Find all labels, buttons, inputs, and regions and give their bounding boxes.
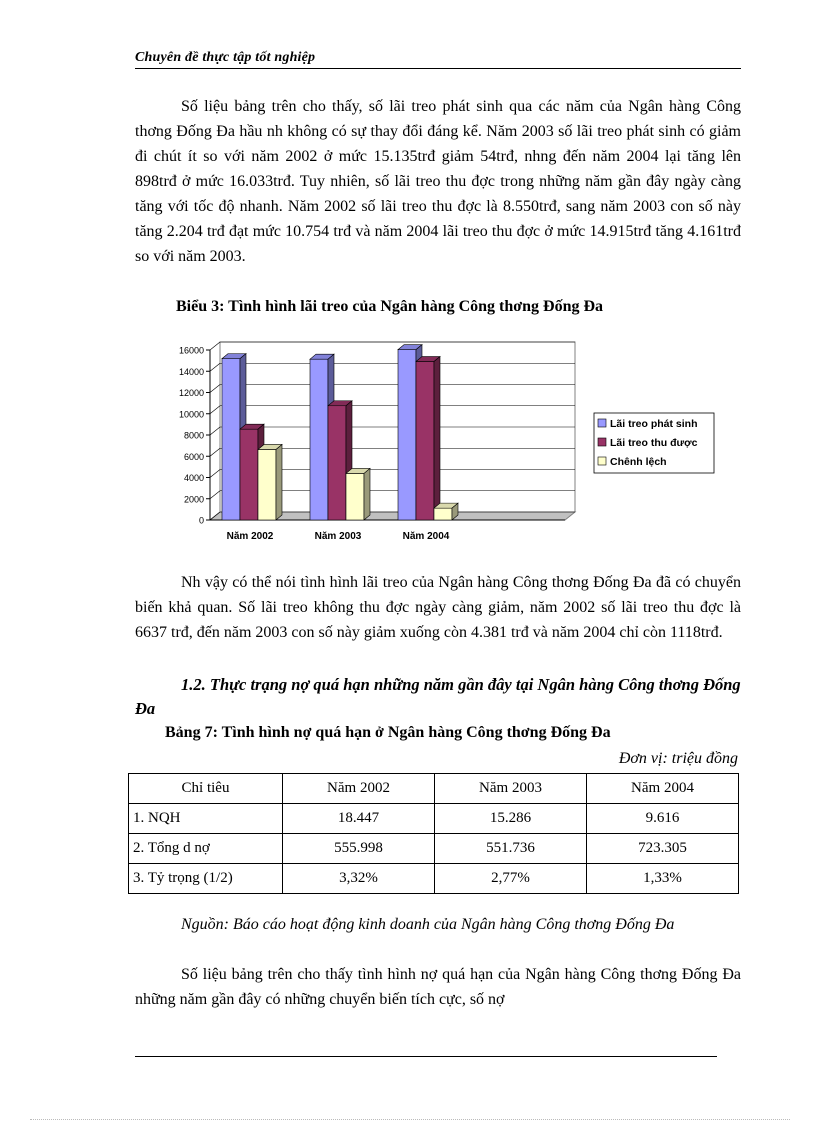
legend-swatch <box>598 457 606 465</box>
legend-swatch <box>598 438 606 446</box>
y-tick-label: 2000 <box>183 494 204 505</box>
legend-label: Chênh lệch <box>610 456 667 468</box>
legend-swatch <box>598 419 606 427</box>
bar-side <box>434 357 440 520</box>
y-tick-label: 6000 <box>183 451 204 462</box>
footer-rule <box>135 1056 717 1057</box>
table-header-cell: Năm 2004 <box>587 774 739 804</box>
table-header-cell: Năm 2002 <box>283 774 435 804</box>
table-cell: 723.305 <box>587 834 739 864</box>
section-heading: 1.2. Thực trạng nợ quá hạn những năm gần đây tại Ngân hàng Công thơng Đống Đa <box>135 675 741 718</box>
bar-side <box>276 444 282 520</box>
bar <box>328 406 346 520</box>
table-unit: Đơn vị: triệu đồng <box>618 750 738 767</box>
table-header-cell: Năm 2003 <box>435 774 587 804</box>
table-source-note: Nguồn: Báo cáo hoạt động kinh doanh của Ngân hàng Công thơng Đống Đa <box>181 916 675 933</box>
page-edge-dots <box>30 1119 790 1120</box>
y-tick-label: 16000 <box>178 345 204 356</box>
table-cell: 551.736 <box>435 834 587 864</box>
bar <box>222 359 240 520</box>
table-cell: 2. Tổng d nợ <box>129 834 283 864</box>
table-cell: 555.998 <box>283 834 435 864</box>
header-title: Chuyên đề thực tập tốt nghiệp <box>135 50 316 65</box>
overdue-debt-table <box>128 773 739 894</box>
paragraph-improvement <box>135 570 741 645</box>
table-header-row <box>129 774 739 804</box>
table-header-cell: Chỉ tiêu <box>129 774 283 804</box>
y-tick-label: 8000 <box>183 430 204 441</box>
table-cell: 18.447 <box>283 804 435 834</box>
table-row <box>129 804 739 834</box>
legend-label: Lãi treo thu được <box>610 437 698 449</box>
y-tick-label: 0 <box>198 515 204 526</box>
table-cell: 9.616 <box>587 804 739 834</box>
gridline-side <box>210 491 220 499</box>
paragraph-text: Số liệu bảng trên cho thấy tình hình nợ quá hạn của Ngân hàng Công thơng Đống Đa những năm gần đây có những chuyển biến tích cực, số nợ <box>135 966 741 1008</box>
y-tick-label: 4000 <box>183 473 204 483</box>
table-caption: Bảng 7: Tình hình nợ quá hạn ở Ngân hàng Công thơng Đống Đa <box>165 724 611 741</box>
bar <box>434 508 452 520</box>
table-cell: 15.286 <box>435 804 587 834</box>
table-cell: 2,77% <box>435 864 587 894</box>
bar-chart <box>168 335 738 550</box>
bar <box>346 473 364 520</box>
bar <box>240 429 258 520</box>
y-tick-label: 12000 <box>178 388 204 398</box>
bar <box>310 359 328 520</box>
paragraph-text: Nh vậy có thể nói tình hình lãi treo của Ngân hàng Công thơng Đống Đa đã có chuyển biến khả quan. Số lãi treo không thu đợc ngày càng giảm, năm 2002 số lãi treo thu đợc là 6637 trđ, đến năm 2003 con số này giảm xuống còn 4.381 trđ và năm 2004 chỉ còn 1118trđ. <box>135 574 741 641</box>
gridline-side <box>210 448 220 456</box>
gridline-side <box>210 427 220 435</box>
table-row <box>129 864 739 894</box>
table-cell: 3,32% <box>283 864 435 894</box>
bar <box>398 350 416 520</box>
table-row <box>129 834 739 864</box>
legend-label: Lãi treo phát sinh <box>610 418 698 430</box>
chart-caption: Biểu 3: Tình hình lãi treo của Ngân hàng Công thơng Đống Đa <box>176 298 604 315</box>
paragraph-interest-summary <box>135 94 741 269</box>
x-tick-label: Năm 2003 <box>314 531 362 542</box>
y-tick-label: 10000 <box>178 409 204 420</box>
gridline-side <box>210 363 220 371</box>
x-tick-label: Năm 2002 <box>226 531 274 542</box>
gridline-side <box>210 385 220 393</box>
page-header <box>135 48 741 69</box>
gridline-side <box>210 470 220 478</box>
gridline-side <box>210 342 220 350</box>
table-cell: 1,33% <box>587 864 739 894</box>
x-tick-label: Năm 2004 <box>402 531 450 542</box>
bar <box>258 449 276 520</box>
gridline-side <box>210 406 220 414</box>
paragraph-overdue-debt <box>135 962 741 1012</box>
table-cell: 3. Tỷ trọng (1/2) <box>129 864 283 894</box>
paragraph-text: Số liệu bảng trên cho thấy, số lãi treo phát sinh qua các năm của Ngân hàng Công thơng Đống Đa hầu nh không có sự thay đổi đáng kể. Năm 2003 số lãi treo phát sinh có giảm đi chút ít so với năm 2002 ở mức 15.135trđ giảm 54trđ, nhng đến năm 2004 lại tăng lên 898trđ ở mức 16.033trđ. Tuy nhiên, số lãi treo thu đợc trong những năm gần đây ngày càng tăng với tốc độ nhanh. Năm 2002 số lãi treo thu đợc là 8.550trđ, sang năm 2003 con số này tăng 2.204 trđ đạt mức 10.754 trđ và năm 2004 lãi treo thu đợc ở mức 14.915trđ tăng 4.161trđ so với năm 2003. <box>135 98 741 265</box>
bar-side <box>364 468 370 520</box>
bar <box>416 362 434 520</box>
y-tick-label: 14000 <box>178 366 204 377</box>
table-cell: 1. NQH <box>129 804 283 834</box>
